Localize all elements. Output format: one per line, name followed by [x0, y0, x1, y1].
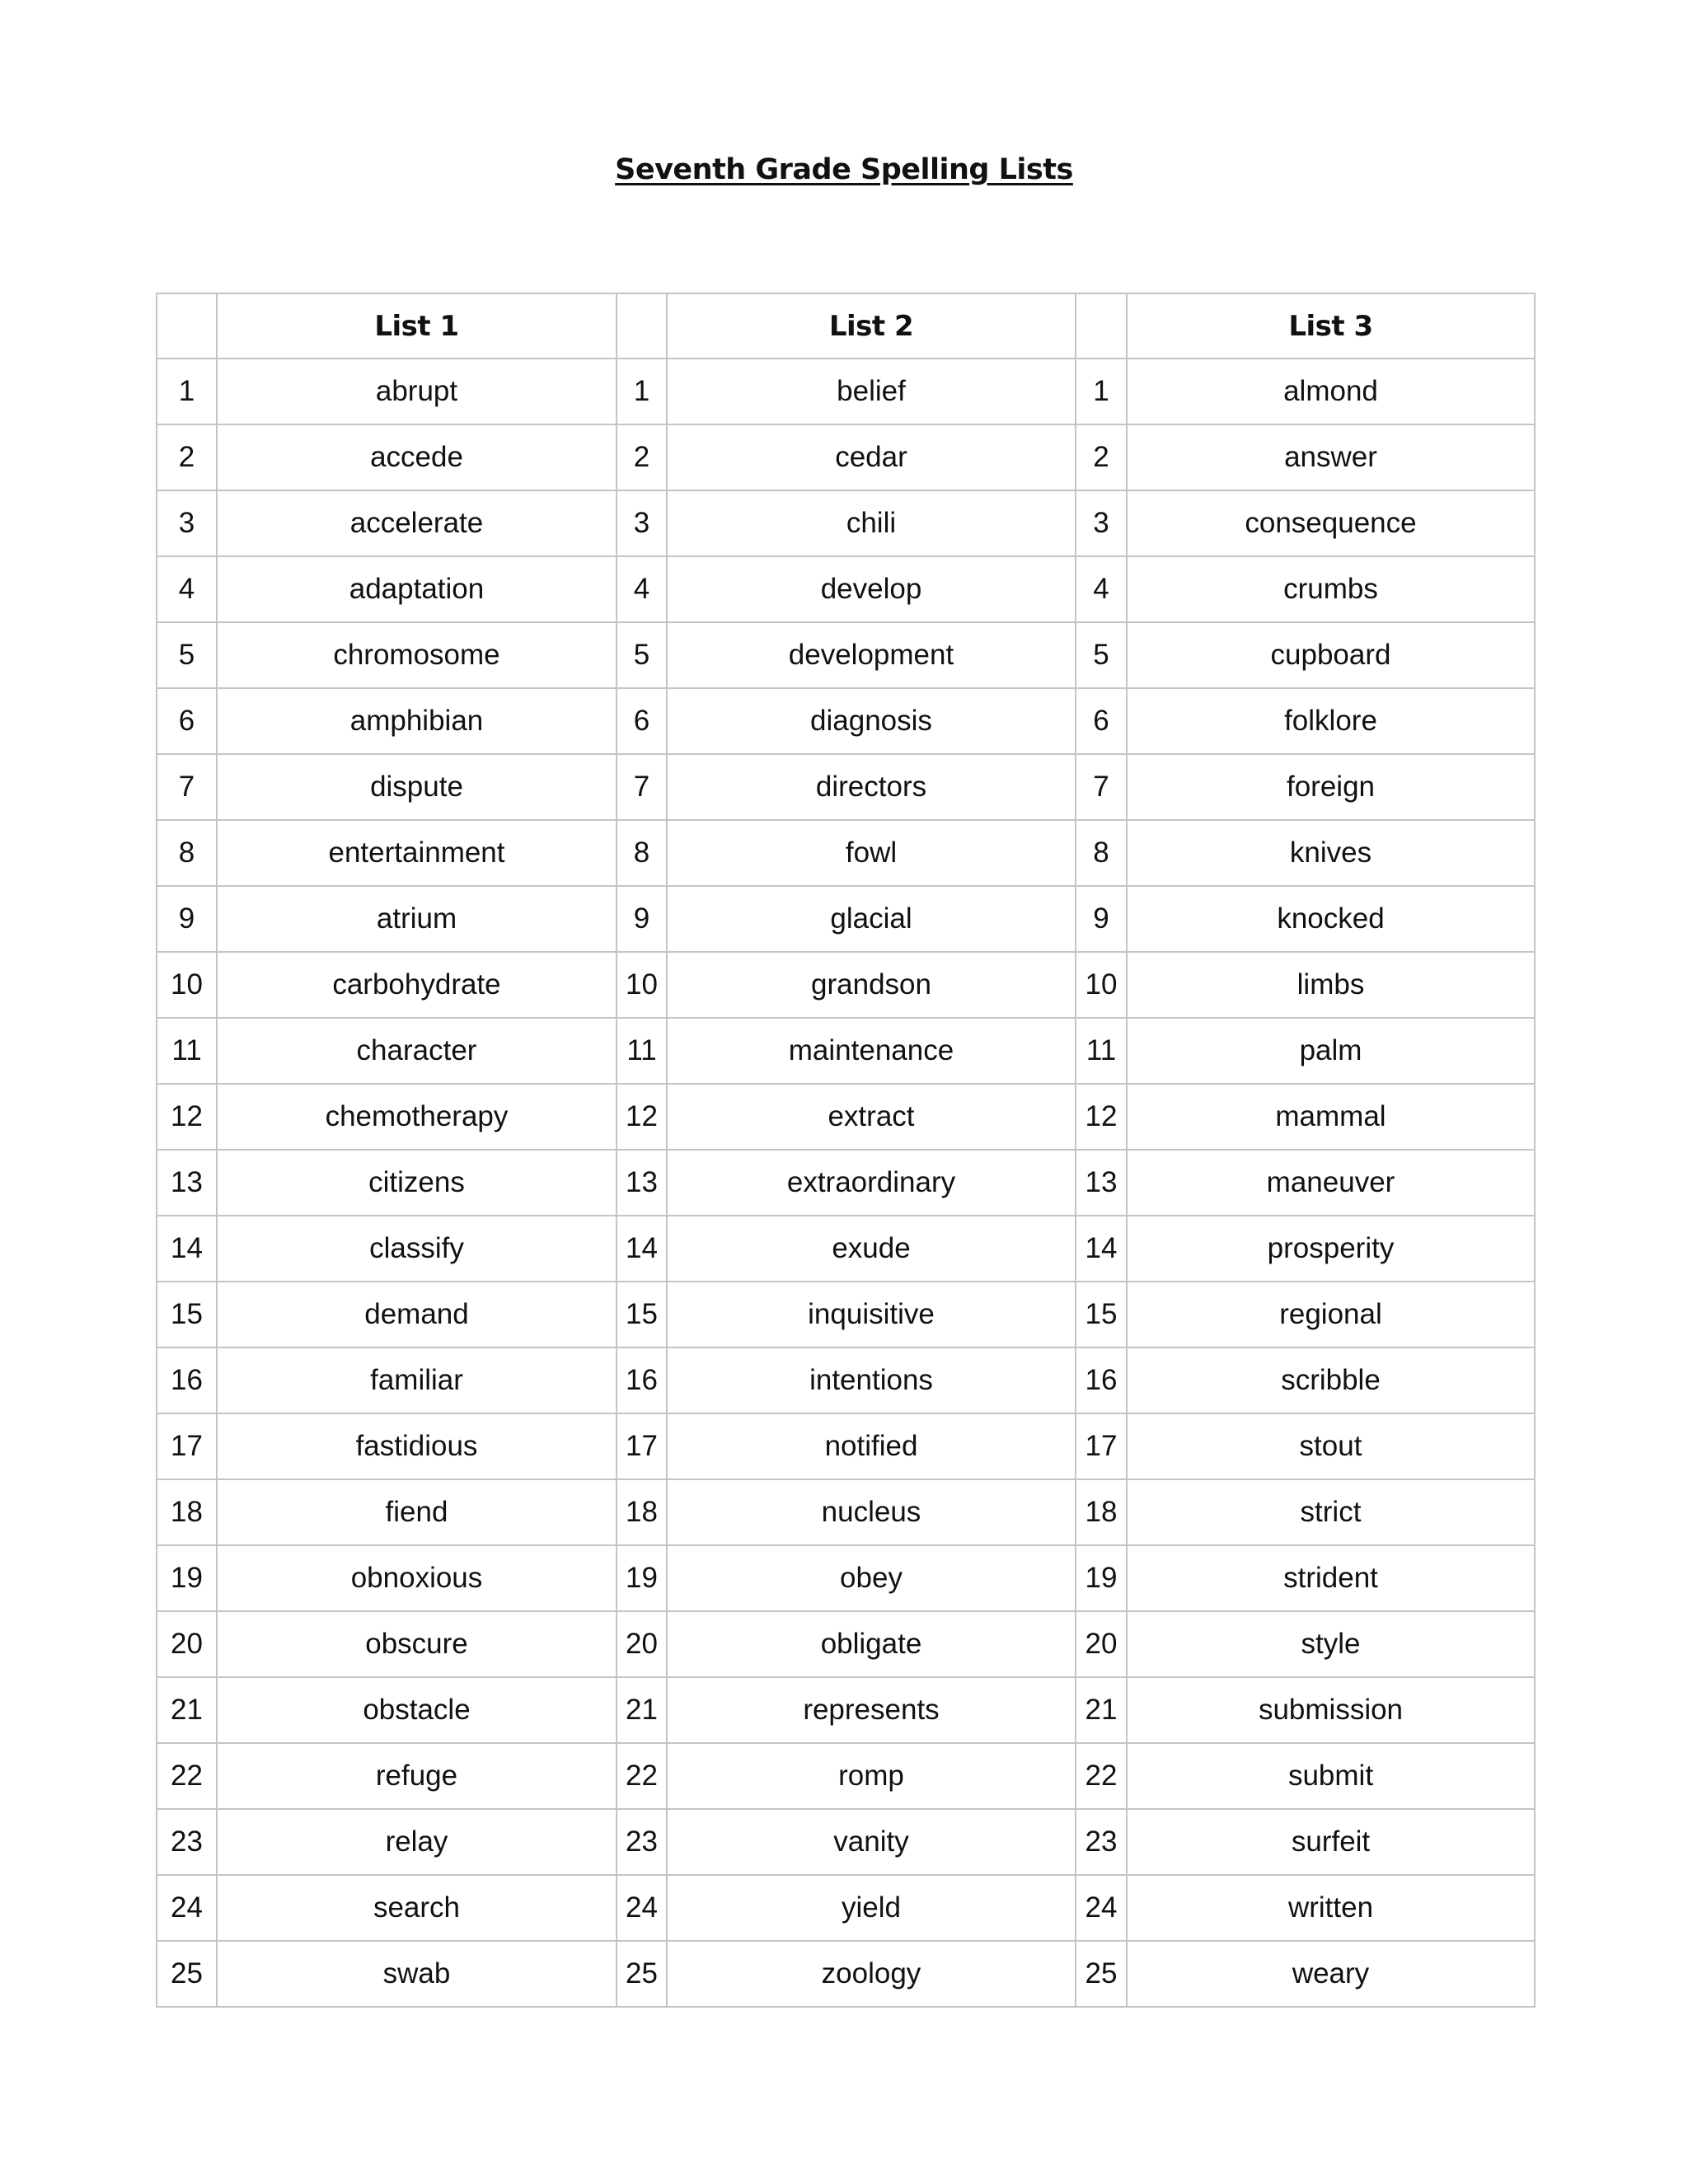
list-2-word-cell: represents	[667, 1677, 1076, 1743]
list-1-word-cell: carbohydrate	[217, 952, 617, 1018]
list-1-word-cell: atrium	[217, 886, 617, 952]
row-number-cell: 21	[157, 1677, 217, 1743]
table-row	[157, 1413, 1535, 1479]
list-3-word-cell: strict	[1127, 1479, 1535, 1545]
row-number-cell: 16	[157, 1347, 217, 1413]
row-number-cell: 3	[1076, 490, 1127, 556]
table-row	[157, 1809, 1535, 1875]
row-number-cell: 3	[617, 490, 667, 556]
list-3-word-cell: palm	[1127, 1018, 1535, 1084]
list-3-word-cell: answer	[1127, 424, 1535, 490]
list-1-word-cell: accelerate	[217, 490, 617, 556]
row-number-cell: 25	[157, 1941, 217, 2007]
list-3-word-cell: scribble	[1127, 1347, 1535, 1413]
row-number-cell: 8	[1076, 820, 1127, 886]
table-row	[157, 1545, 1535, 1611]
table-row	[157, 1216, 1535, 1282]
table-row	[157, 622, 1535, 688]
list-2-word-cell: development	[667, 622, 1076, 688]
row-number-cell: 4	[1076, 556, 1127, 622]
list-2-word-cell: cedar	[667, 424, 1076, 490]
row-number-cell: 20	[617, 1611, 667, 1677]
table-row	[157, 1611, 1535, 1677]
row-number-cell: 24	[617, 1875, 667, 1941]
table-body	[157, 359, 1535, 2007]
row-number-cell: 10	[1076, 952, 1127, 1018]
list-3-word-cell: regional	[1127, 1282, 1535, 1347]
list-3-word-cell: foreign	[1127, 754, 1535, 820]
list-2-word-cell: inquisitive	[667, 1282, 1076, 1347]
row-number-cell: 13	[617, 1150, 667, 1216]
list-2-word-cell: extraordinary	[667, 1150, 1076, 1216]
row-number-cell: 13	[157, 1150, 217, 1216]
row-number-cell: 5	[157, 622, 217, 688]
row-number-cell: 6	[157, 688, 217, 754]
list-3-word-cell: mammal	[1127, 1084, 1535, 1150]
row-number-cell: 7	[1076, 754, 1127, 820]
list-3-word-cell: style	[1127, 1611, 1535, 1677]
list-2-word-cell: diagnosis	[667, 688, 1076, 754]
list-2-word-cell: grandson	[667, 952, 1076, 1018]
row-number-cell: 18	[617, 1479, 667, 1545]
header-number-cell	[1076, 293, 1127, 359]
header-list-1: List 1	[217, 293, 617, 359]
row-number-cell: 2	[157, 424, 217, 490]
table-row	[157, 1941, 1535, 2007]
list-1-word-cell: fiend	[217, 1479, 617, 1545]
row-number-cell: 11	[1076, 1018, 1127, 1084]
row-number-cell: 14	[157, 1216, 217, 1282]
row-number-cell: 7	[157, 754, 217, 820]
list-1-word-cell: abrupt	[217, 359, 617, 424]
list-3-word-cell: strident	[1127, 1545, 1535, 1611]
row-number-cell: 23	[1076, 1809, 1127, 1875]
row-number-cell: 15	[617, 1282, 667, 1347]
row-number-cell: 9	[617, 886, 667, 952]
row-number-cell: 18	[1076, 1479, 1127, 1545]
table-row	[157, 1479, 1535, 1545]
list-3-word-cell: consequence	[1127, 490, 1535, 556]
list-3-word-cell: knocked	[1127, 886, 1535, 952]
row-number-cell: 2	[1076, 424, 1127, 490]
row-number-cell: 16	[1076, 1347, 1127, 1413]
list-2-word-cell: directors	[667, 754, 1076, 820]
list-3-word-cell: submit	[1127, 1743, 1535, 1809]
list-2-word-cell: nucleus	[667, 1479, 1076, 1545]
row-number-cell: 22	[157, 1743, 217, 1809]
list-1-word-cell: fastidious	[217, 1413, 617, 1479]
row-number-cell: 24	[157, 1875, 217, 1941]
list-1-word-cell: entertainment	[217, 820, 617, 886]
list-3-word-cell: cupboard	[1127, 622, 1535, 688]
list-1-word-cell: swab	[217, 1941, 617, 2007]
list-2-word-cell: obligate	[667, 1611, 1076, 1677]
list-2-word-cell: yield	[667, 1875, 1076, 1941]
list-2-word-cell: develop	[667, 556, 1076, 622]
list-2-word-cell: glacial	[667, 886, 1076, 952]
list-2-word-cell: fowl	[667, 820, 1076, 886]
table-header-row	[157, 293, 1535, 359]
list-2-word-cell: romp	[667, 1743, 1076, 1809]
list-2-word-cell: maintenance	[667, 1018, 1076, 1084]
list-3-word-cell: surfeit	[1127, 1809, 1535, 1875]
row-number-cell: 2	[617, 424, 667, 490]
row-number-cell: 22	[617, 1743, 667, 1809]
table-row	[157, 1018, 1535, 1084]
row-number-cell: 12	[1076, 1084, 1127, 1150]
list-3-word-cell: written	[1127, 1875, 1535, 1941]
row-number-cell: 9	[157, 886, 217, 952]
row-number-cell: 10	[617, 952, 667, 1018]
list-3-word-cell: prosperity	[1127, 1216, 1535, 1282]
list-2-word-cell: extract	[667, 1084, 1076, 1150]
row-number-cell: 1	[617, 359, 667, 424]
table-row	[157, 1084, 1535, 1150]
list-3-word-cell: submission	[1127, 1677, 1535, 1743]
table-row	[157, 754, 1535, 820]
spelling-table	[156, 293, 1536, 2008]
row-number-cell: 7	[617, 754, 667, 820]
list-1-word-cell: obstacle	[217, 1677, 617, 1743]
row-number-cell: 17	[157, 1413, 217, 1479]
list-3-word-cell: almond	[1127, 359, 1535, 424]
row-number-cell: 17	[1076, 1413, 1127, 1479]
header-list-2: List 2	[667, 293, 1076, 359]
row-number-cell: 10	[157, 952, 217, 1018]
row-number-cell: 12	[157, 1084, 217, 1150]
row-number-cell: 20	[1076, 1611, 1127, 1677]
row-number-cell: 14	[1076, 1216, 1127, 1282]
list-1-word-cell: classify	[217, 1216, 617, 1282]
list-2-word-cell: chili	[667, 490, 1076, 556]
list-1-word-cell: amphibian	[217, 688, 617, 754]
list-3-word-cell: stout	[1127, 1413, 1535, 1479]
row-number-cell: 23	[157, 1809, 217, 1875]
table-row	[157, 820, 1535, 886]
table-row	[157, 952, 1535, 1018]
list-3-word-cell: knives	[1127, 820, 1535, 886]
row-number-cell: 8	[157, 820, 217, 886]
list-1-word-cell: adaptation	[217, 556, 617, 622]
table-row	[157, 688, 1535, 754]
list-1-word-cell: obnoxious	[217, 1545, 617, 1611]
row-number-cell: 4	[617, 556, 667, 622]
row-number-cell: 5	[1076, 622, 1127, 688]
row-number-cell: 5	[617, 622, 667, 688]
table-row	[157, 490, 1535, 556]
table-row	[157, 1282, 1535, 1347]
list-2-word-cell: obey	[667, 1545, 1076, 1611]
list-3-word-cell: limbs	[1127, 952, 1535, 1018]
list-3-word-cell: maneuver	[1127, 1150, 1535, 1216]
row-number-cell: 21	[1076, 1677, 1127, 1743]
row-number-cell: 12	[617, 1084, 667, 1150]
row-number-cell: 14	[617, 1216, 667, 1282]
row-number-cell: 13	[1076, 1150, 1127, 1216]
row-number-cell: 25	[617, 1941, 667, 2007]
row-number-cell: 11	[157, 1018, 217, 1084]
row-number-cell: 22	[1076, 1743, 1127, 1809]
row-number-cell: 1	[1076, 359, 1127, 424]
row-number-cell: 20	[157, 1611, 217, 1677]
row-number-cell: 6	[617, 688, 667, 754]
list-1-word-cell: search	[217, 1875, 617, 1941]
table-row	[157, 1743, 1535, 1809]
table-row	[157, 359, 1535, 424]
page-title: Seventh Grade Spelling Lists	[615, 153, 1073, 186]
row-number-cell: 19	[157, 1545, 217, 1611]
list-1-word-cell: dispute	[217, 754, 617, 820]
row-number-cell: 11	[617, 1018, 667, 1084]
table-row	[157, 556, 1535, 622]
row-number-cell: 6	[1076, 688, 1127, 754]
list-1-word-cell: obscure	[217, 1611, 617, 1677]
list-2-word-cell: vanity	[667, 1809, 1076, 1875]
list-1-word-cell: chromosome	[217, 622, 617, 688]
header-number-cell	[157, 293, 217, 359]
list-1-word-cell: familiar	[217, 1347, 617, 1413]
header-list-3: List 3	[1127, 293, 1535, 359]
row-number-cell: 19	[1076, 1545, 1127, 1611]
row-number-cell: 17	[617, 1413, 667, 1479]
table-row	[157, 1677, 1535, 1743]
header-number-cell	[617, 293, 667, 359]
row-number-cell: 19	[617, 1545, 667, 1611]
list-1-word-cell: refuge	[217, 1743, 617, 1809]
row-number-cell: 1	[157, 359, 217, 424]
list-1-word-cell: accede	[217, 424, 617, 490]
list-1-word-cell: citizens	[217, 1150, 617, 1216]
list-2-word-cell: zoology	[667, 1941, 1076, 2007]
list-3-word-cell: crumbs	[1127, 556, 1535, 622]
row-number-cell: 15	[1076, 1282, 1127, 1347]
row-number-cell: 18	[157, 1479, 217, 1545]
row-number-cell: 3	[157, 490, 217, 556]
list-2-word-cell: exude	[667, 1216, 1076, 1282]
table-row	[157, 1150, 1535, 1216]
row-number-cell: 8	[617, 820, 667, 886]
list-1-word-cell: demand	[217, 1282, 617, 1347]
row-number-cell: 21	[617, 1677, 667, 1743]
row-number-cell: 4	[157, 556, 217, 622]
row-number-cell: 15	[157, 1282, 217, 1347]
list-1-word-cell: relay	[217, 1809, 617, 1875]
table-row	[157, 886, 1535, 952]
row-number-cell: 25	[1076, 1941, 1127, 2007]
list-1-word-cell: chemotherapy	[217, 1084, 617, 1150]
list-2-word-cell: notified	[667, 1413, 1076, 1479]
table-row	[157, 1347, 1535, 1413]
list-3-word-cell: weary	[1127, 1941, 1535, 2007]
table-row	[157, 1875, 1535, 1941]
row-number-cell: 16	[617, 1347, 667, 1413]
row-number-cell: 24	[1076, 1875, 1127, 1941]
table-row	[157, 424, 1535, 490]
row-number-cell: 9	[1076, 886, 1127, 952]
list-2-word-cell: intentions	[667, 1347, 1076, 1413]
list-1-word-cell: character	[217, 1018, 617, 1084]
list-3-word-cell: folklore	[1127, 688, 1535, 754]
row-number-cell: 23	[617, 1809, 667, 1875]
list-2-word-cell: belief	[667, 359, 1076, 424]
